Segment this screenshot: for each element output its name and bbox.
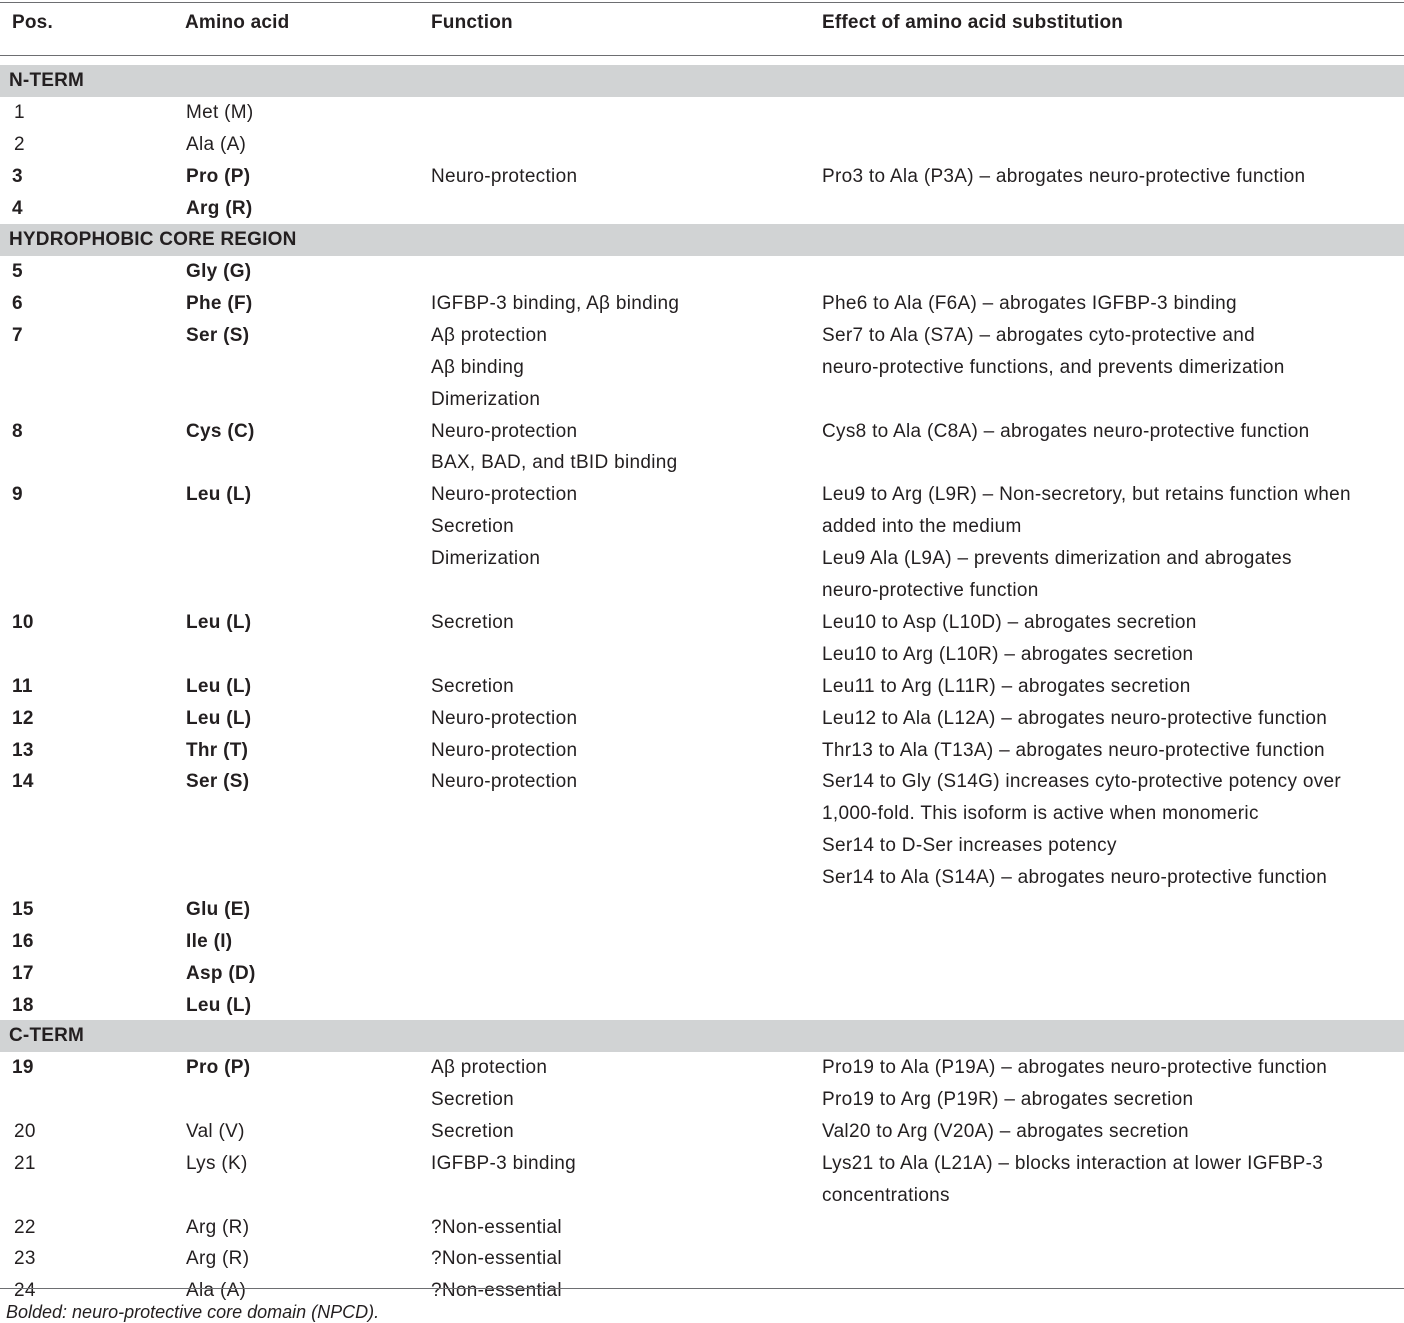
function-line: Aβ protection — [431, 1057, 548, 1078]
header-amino-acid: Amino acid — [185, 12, 290, 33]
effect-line: added into the medium — [822, 516, 1022, 538]
effect-line: Val20 to Arg (V20A) – abrogates secretion — [822, 1120, 1189, 1142]
position-cell: 8 — [12, 420, 23, 442]
section-title: N-TERM — [9, 70, 85, 91]
function-line: Neuro-protection — [431, 484, 578, 506]
table-row — [0, 1116, 1404, 1148]
position-cell: 11 — [12, 675, 33, 697]
section-title: C-TERM — [9, 1025, 85, 1046]
effect-line: Leu10 to Arg (L10R) – abrogates secretion — [822, 643, 1194, 665]
position-cell: 15 — [12, 899, 34, 920]
amino-acid-cell: Lys (K) — [186, 1152, 248, 1174]
position-cell: 23 — [14, 1248, 36, 1270]
effect-line: Leu11 to Arg (L11R) – abrogates secretion — [822, 675, 1191, 697]
amino-acid-cell: Leu (L) — [186, 675, 252, 697]
amino-acid-cell: Ala (A) — [186, 133, 247, 155]
function-line: Secretion — [431, 1088, 514, 1110]
position-cell: 1 — [14, 102, 25, 123]
table-row — [0, 479, 1404, 607]
function-line: Neuro-protection — [431, 165, 578, 187]
effect-line: Lys21 to Ala (L21A) – blocks interaction at lower IGFBP-3 — [822, 1152, 1324, 1174]
table-row — [0, 926, 1404, 958]
position-cell: 3 — [12, 165, 23, 187]
effect-line: Phe6 to Ala (F6A) – abrogates IGFBP-3 binding — [822, 292, 1237, 314]
position-cell: 18 — [12, 994, 34, 1016]
amino-acid-cell: Leu (L) — [186, 611, 252, 633]
table-row — [0, 958, 1404, 990]
effect-line: Leu10 to Asp (L10D) – abrogates secretion — [822, 611, 1197, 633]
position-cell: 13 — [12, 739, 34, 761]
table-row — [0, 129, 1404, 161]
header-rule — [0, 55, 1404, 56]
header-function: Function — [431, 12, 513, 33]
amino-acid-cell: Phe (F) — [186, 292, 253, 314]
position-cell: 22 — [14, 1216, 36, 1238]
position-cell: 5 — [12, 261, 23, 282]
table-row — [0, 416, 1404, 480]
amino-acid-cell: Pro (P) — [186, 1057, 251, 1078]
header-pos: Pos. — [12, 12, 53, 33]
position-cell: 6 — [12, 292, 23, 314]
position-cell: 17 — [12, 962, 34, 984]
function-line: IGFBP-3 binding — [431, 1152, 576, 1174]
header-effect: Effect of amino acid substitution — [822, 12, 1124, 33]
table-row — [0, 161, 1404, 193]
effect-line: Ser14 to Ala (S14A) – abrogates neuro-protective function — [822, 867, 1328, 889]
function-line: Aβ protection — [431, 324, 548, 346]
table-row — [0, 671, 1404, 703]
effect-line: Ser14 to D-Ser increases potency — [822, 835, 1117, 857]
table-row — [0, 193, 1404, 225]
table-row — [0, 607, 1404, 671]
amino-acid-cell: Arg (R) — [186, 1216, 250, 1238]
position-cell: 9 — [12, 484, 23, 506]
position-cell: 4 — [12, 197, 23, 219]
amino-acid-cell: Ser (S) — [186, 771, 250, 793]
amino-acid-cell: Ser (S) — [186, 324, 250, 346]
table-row — [0, 1212, 1404, 1244]
effect-line: Pro3 to Ala (P3A) – abrogates neuro-protective function — [822, 165, 1306, 187]
position-cell: 14 — [12, 771, 34, 793]
table-row — [0, 990, 1404, 1022]
amino-acid-cell: Glu (E) — [186, 899, 251, 920]
footnote: Bolded: neuro-protective core domain (NPCD). — [6, 1302, 380, 1322]
table-row — [0, 1243, 1404, 1275]
function-line: Secretion — [431, 516, 514, 538]
section-header — [0, 224, 1404, 256]
function-line: Secretion — [431, 1120, 514, 1142]
position-cell: 20 — [14, 1120, 36, 1142]
table-row — [0, 97, 1404, 129]
amino-acid-cell: Ile (I) — [186, 930, 233, 952]
function-line: Neuro-protection — [431, 707, 578, 729]
function-line: Neuro-protection — [431, 771, 578, 793]
table-row — [0, 766, 1404, 894]
function-line: Secretion — [431, 611, 514, 633]
bottom-rule — [0, 1288, 1404, 1289]
table-row — [0, 894, 1404, 926]
position-cell: 24 — [14, 1280, 36, 1302]
effect-line: Ser7 to Ala (S7A) – abrogates cyto-protective and — [822, 324, 1255, 346]
function-line: Neuro-protection — [431, 739, 578, 761]
amino-acid-cell: Pro (P) — [186, 165, 251, 187]
section-header — [0, 65, 1404, 97]
amino-acid-cell: Leu (L) — [186, 484, 252, 506]
table-row — [0, 320, 1404, 416]
function-line: ?Non-essential — [431, 1216, 562, 1238]
effect-line: Cys8 to Ala (C8A) – abrogates neuro-protective function — [822, 420, 1310, 442]
table-row — [0, 1052, 1404, 1116]
section-header — [0, 1020, 1404, 1052]
amino-acid-cell: Met (M) — [186, 102, 254, 123]
amino-acid-cell: Thr (T) — [186, 739, 249, 761]
position-cell: 19 — [12, 1057, 34, 1078]
effect-line: neuro-protective functions, and prevents dimerization — [822, 356, 1285, 378]
effect-line: Leu9 Ala (L9A) – prevents dimerization and abrogates — [822, 548, 1292, 570]
function-line: ?Non-essential — [431, 1248, 562, 1270]
position-cell: 12 — [12, 707, 34, 729]
amino-acid-cell: Cys (C) — [186, 420, 255, 442]
effect-line: 1,000-fold. This isoform is active when monomeric — [822, 803, 1259, 825]
function-line: Dimerization — [431, 388, 541, 410]
position-cell: 7 — [12, 324, 23, 346]
function-line: Secretion — [431, 675, 514, 697]
section-title: HYDROPHOBIC CORE REGION — [9, 229, 297, 250]
amino-acid-cell: Val (V) — [186, 1120, 245, 1142]
amino-acid-cell: Leu (L) — [186, 994, 252, 1016]
amino-acid-cell: Arg (R) — [186, 1248, 250, 1270]
amino-acid-cell: Ala (A) — [186, 1280, 247, 1302]
function-line: BAX, BAD, and tBID binding — [431, 452, 678, 474]
amino-acid-cell: Leu (L) — [186, 707, 252, 729]
effect-line: Leu12 to Ala (L12A) – abrogates neuro-protective function — [822, 707, 1328, 729]
position-cell: 10 — [12, 611, 34, 633]
table-row — [0, 288, 1404, 320]
function-line: Dimerization — [431, 548, 541, 570]
function-line: Aβ binding — [431, 356, 525, 378]
effect-line: concentrations — [822, 1184, 950, 1206]
amino-acid-cell: Gly (G) — [186, 261, 252, 282]
table-row — [0, 1148, 1404, 1212]
effect-line: Pro19 to Arg (P19R) – abrogates secretion — [822, 1088, 1194, 1110]
effect-line: Pro19 to Ala (P19A) – abrogates neuro-protective function — [822, 1057, 1328, 1078]
top-rule — [0, 2, 1404, 3]
effect-line: Ser14 to Gly (S14G) increases cyto-protective potency over — [822, 771, 1342, 793]
position-cell: 21 — [14, 1152, 36, 1174]
table-row — [0, 703, 1404, 735]
function-line: ?Non-essential — [431, 1280, 562, 1302]
table-row — [0, 735, 1404, 767]
effect-line: Leu9 to Arg (L9R) – Non-secretory, but retains function when — [822, 484, 1351, 506]
effect-line: Thr13 to Ala (T13A) – abrogates neuro-protective function — [822, 739, 1325, 761]
table-header — [0, 12, 1404, 42]
position-cell: 2 — [14, 133, 25, 155]
amino-acid-cell: Arg (R) — [186, 197, 253, 219]
effect-line: neuro-protective function — [822, 579, 1039, 601]
table-row — [0, 256, 1404, 288]
position-cell: 16 — [12, 930, 34, 952]
amino-acid-cell: Asp (D) — [186, 962, 256, 984]
function-line: Neuro-protection — [431, 420, 578, 442]
function-line: IGFBP-3 binding, Aβ binding — [431, 292, 680, 314]
